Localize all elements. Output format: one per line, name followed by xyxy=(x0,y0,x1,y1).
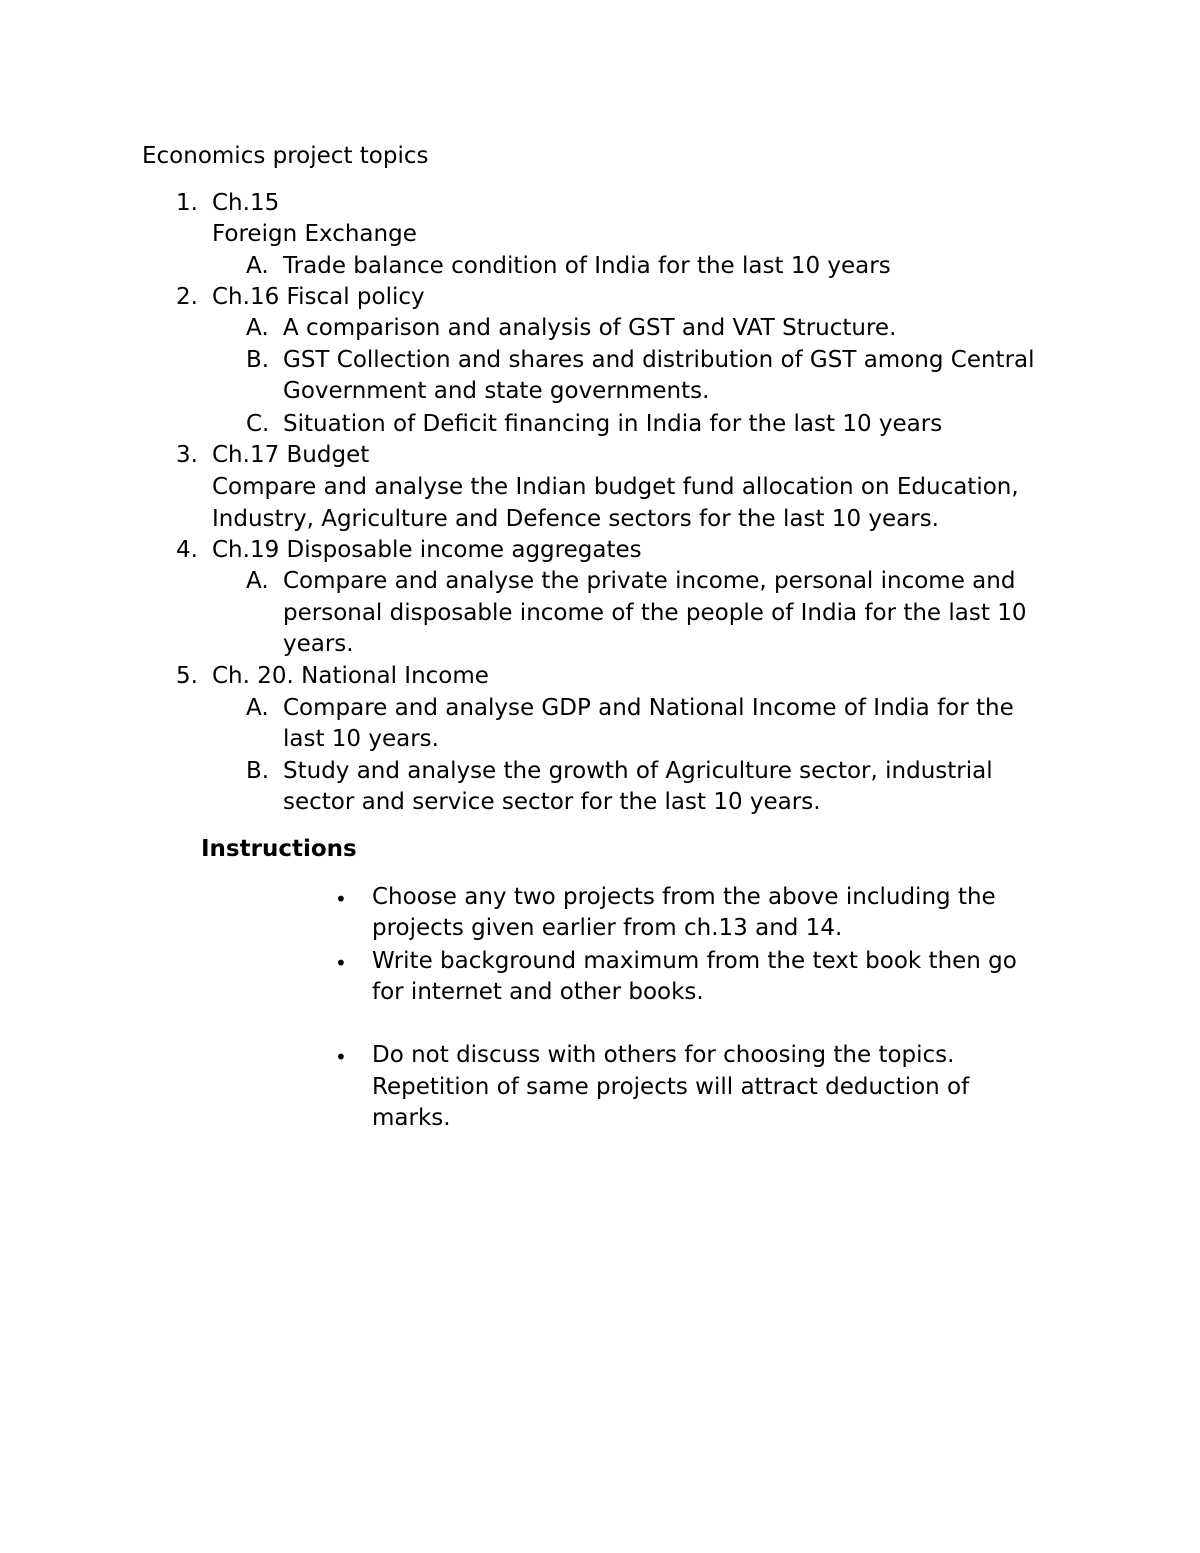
chapter-heading: Ch.15 xyxy=(212,190,280,216)
chapter-heading: Ch.19 Disposable income aggregates xyxy=(212,537,642,563)
instruction-text: projects given earlier from ch.13 and 14. xyxy=(372,915,843,941)
sub-item-letter: A. xyxy=(246,695,269,721)
list-number: 4. xyxy=(176,537,198,563)
instruction-text: Choose any two projects from the above including the xyxy=(372,884,996,910)
chapter-heading: Ch. 20. National Income xyxy=(212,663,489,689)
sub-item-text: personal disposable income of the people of India for the last 10 xyxy=(283,600,1027,626)
sub-item-letter: C. xyxy=(246,411,270,437)
instruction-text: Do not discuss with others for choosing the topics. xyxy=(372,1042,955,1068)
chapter-description: Compare and analyse the Indian budget fund allocation on Education, xyxy=(212,474,1019,500)
sub-item-text: GST Collection and shares and distribution of GST among Central xyxy=(283,347,1035,373)
list-number: 1. xyxy=(176,190,198,216)
instruction-text: marks. xyxy=(372,1105,451,1131)
instruction-text: Repetition of same projects will attract deduction of xyxy=(372,1074,970,1100)
sub-item-text: Compare and analyse the private income, personal income and xyxy=(283,568,1016,594)
sub-item-text: Government and state governments. xyxy=(283,378,710,404)
chapter-heading: Ch.16 Fiscal policy xyxy=(212,284,425,310)
instructions-heading: Instructions xyxy=(201,836,357,862)
sub-item-letter: A. xyxy=(246,253,269,279)
list-number: 3. xyxy=(176,442,198,468)
sub-item-text: Compare and analyse GDP and National Income of India for the xyxy=(283,695,1014,721)
sub-item-text: sector and service sector for the last 10 years. xyxy=(283,789,821,815)
document-title: Economics project topics xyxy=(142,143,429,169)
instruction-text: Write background maximum from the text book then go xyxy=(372,948,1017,974)
list-number: 5. xyxy=(176,663,198,689)
bullet-icon: • xyxy=(335,1045,347,1069)
list-number: 2. xyxy=(176,284,198,310)
sub-item-text: years. xyxy=(283,631,354,657)
sub-item-text: last 10 years. xyxy=(283,726,439,752)
sub-item-letter: A. xyxy=(246,315,269,341)
bullet-icon: • xyxy=(335,951,347,975)
chapter-heading: Ch.17 Budget xyxy=(212,442,370,468)
sub-item-letter: A. xyxy=(246,568,269,594)
sub-item-text: A comparison and analysis of GST and VAT Structure. xyxy=(283,315,897,341)
sub-item-text: Situation of Deficit financing in India for the last 10 years xyxy=(283,411,943,437)
instruction-text: for internet and other books. xyxy=(372,979,704,1005)
sub-item-letter: B. xyxy=(246,347,270,373)
chapter-description: Industry, Agriculture and Defence sectors for the last 10 years. xyxy=(212,506,939,532)
sub-item-text: Trade balance condition of India for the last 10 years xyxy=(283,253,891,279)
bullet-icon: • xyxy=(335,887,347,911)
sub-item-text: Study and analyse the growth of Agriculture sector, industrial xyxy=(283,758,993,784)
sub-item-letter: B. xyxy=(246,758,270,784)
chapter-subtitle: Foreign Exchange xyxy=(212,221,417,247)
